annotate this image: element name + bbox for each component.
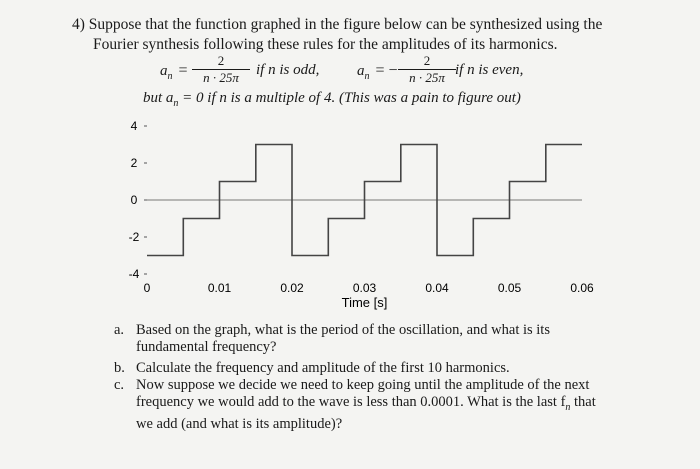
part-b-line1: Calculate the frequency and amplitude of the first 10 harmonics. <box>136 360 510 376</box>
part-b <box>114 360 510 377</box>
x-tick-label: 0.03 <box>352 281 377 295</box>
y-tick-label: 0 <box>130 193 138 207</box>
even-amplitude-rule: $a_n$ = − <box>357 62 398 82</box>
part-a-line1: Based on the graph, what is the period of the oscillation, and what is its <box>136 322 550 338</box>
odd-rule-fraction: 2 n · 25π <box>192 54 250 85</box>
part-c-line1: Now suppose we decide we need to keep going until the amplitude of the next <box>136 377 590 393</box>
part-c-fn-subscript: n <box>565 401 571 413</box>
x-axis-label: Time [s] <box>341 295 388 310</box>
x-tick-label: 0 <box>143 281 151 295</box>
even-rule-condition: if n is even, <box>455 62 524 78</box>
part-a-line2: fundamental frequency? <box>136 339 277 355</box>
part-c <box>114 377 596 433</box>
x-tick-label: 0.04 <box>425 281 449 295</box>
part-c-line2: frequency we would add to the wave is less than 0.0001. What is the last f <box>136 394 566 410</box>
x-tick-label: 0.01 <box>207 281 232 295</box>
part-c-line2-end: that <box>570 394 596 410</box>
part-b-label: b. <box>114 360 125 376</box>
part-a-label: a. <box>114 322 125 338</box>
even-rule-fraction: 2 n · 25π <box>398 54 456 85</box>
x-tick-label: 0.05 <box>497 281 522 295</box>
odd-amplitude-rule: $a_n$ = <box>160 62 188 82</box>
odd-rule-lhs: $a_n$ <box>160 63 173 82</box>
part-c-label: c. <box>114 377 125 393</box>
y-tick-label: -2 <box>128 230 140 244</box>
x-tick-label: 0.06 <box>570 281 594 295</box>
question-number: 4) <box>72 16 85 33</box>
x-tick-label: 0.02 <box>280 281 304 295</box>
multiple-of-four-rule: but $a_n = 0$ if n is a multiple of 4. (This was a pain to figure out) <box>143 90 521 109</box>
y-tick-label: 4 <box>130 119 138 133</box>
question-intro-line2: Fourier synthesis following these rules for the amplitudes of its harmonics. <box>93 36 558 53</box>
part-a <box>114 322 550 356</box>
part-c-line3: we add (and what is its amplitude)? <box>136 415 343 432</box>
odd-rule-condition: if n is odd, <box>256 62 320 78</box>
y-tick-label: 2 <box>130 156 138 170</box>
question-intro-line1: Suppose that the function graphed in the figure below can be synthesized using the <box>88 16 603 33</box>
y-tick-label: -4 <box>128 267 140 281</box>
